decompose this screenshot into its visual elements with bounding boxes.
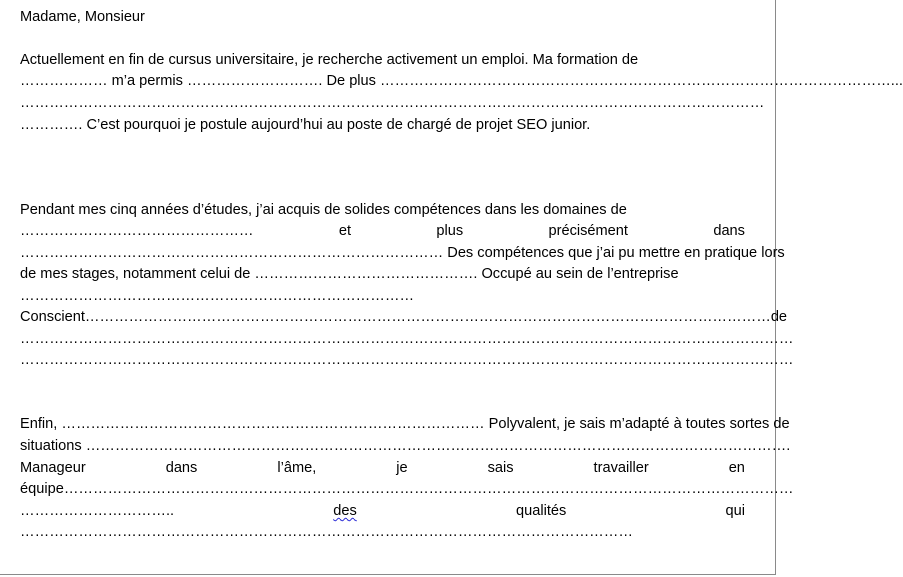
paragraph-2-line-4: de mes stages, notamment celui de ………………………………………. Occupé au sein de l’entreprise	[20, 266, 679, 282]
paragraph-3-line-3	[20, 459, 745, 477]
word: …………………………………………	[20, 223, 254, 239]
paragraph-3-line-2: situations ……………………………………………………………………………………………………………………………….	[20, 438, 791, 454]
paragraph-2-line-1	[20, 201, 745, 219]
paragraph-3-line-4: équipe……………………………………………………………………………………………………………………………………	[20, 481, 794, 497]
greeting: Madame, Monsieur	[20, 9, 145, 25]
word: Conscient……………………………………………………………………………………………………………………………	[20, 309, 771, 325]
word: précisément	[548, 223, 628, 239]
word: Manageur	[20, 460, 86, 476]
word: l’âme,	[277, 460, 317, 476]
word: de	[770, 309, 788, 325]
paragraph-2-line-3: …………………………………………………………………………… Des compétences que j’ai pu mettre en pratique lors	[20, 245, 785, 261]
paragraph-2-line-1-text: Pendant mes cinq années d’études, j’ai acquis de solides compétences dans les domaines de	[20, 202, 627, 218]
paragraph-2-line-6	[20, 308, 788, 326]
word: sais	[487, 460, 514, 476]
paragraph-1-line-4: …………. C’est pourquoi je postule aujourd’hui au poste de chargé de projet SEO junior.	[20, 117, 591, 133]
paragraph-1-line-1: Actuellement en fin de cursus universitaire, je recherche activement un emploi. Ma formation de	[20, 52, 639, 68]
paragraph-3-line-5	[20, 502, 745, 520]
word: plus	[436, 223, 464, 239]
word: en	[728, 460, 745, 476]
paragraph-2-line-5: ………………………………………………………………………	[20, 288, 415, 304]
paragraph-2-line-2	[20, 222, 745, 240]
word: dans	[713, 223, 745, 239]
word: et	[338, 223, 352, 239]
paragraph-3-line-1: Enfin, …………………………………………………………………………… Polyvalent, je sais m’adapté à toutes sortes de	[20, 416, 790, 432]
paragraph-2-line-7: ……………………………………………………………………………………………………………………………………………	[20, 331, 794, 347]
word: qui	[725, 503, 745, 519]
spellcheck-flagged-word: des	[333, 503, 357, 519]
word: travailler	[593, 460, 649, 476]
paragraph-3-line-6: ………………………………………………………………………………………………………………	[20, 524, 633, 540]
paragraph-1-line-3: ………………………………………………………………………………………………………………………………………	[20, 95, 765, 111]
word: dans	[165, 460, 198, 476]
word: …………………………..	[20, 503, 175, 519]
paragraph-2-line-8: ……………………………………………………………………………………………………………………………………………	[20, 352, 794, 368]
word: qualités	[515, 503, 567, 519]
word: je	[396, 460, 408, 476]
paragraph-1-line-2: ……………… m’a permis ………………………. De plus ……………………………………………………………………………………………...	[20, 73, 903, 89]
